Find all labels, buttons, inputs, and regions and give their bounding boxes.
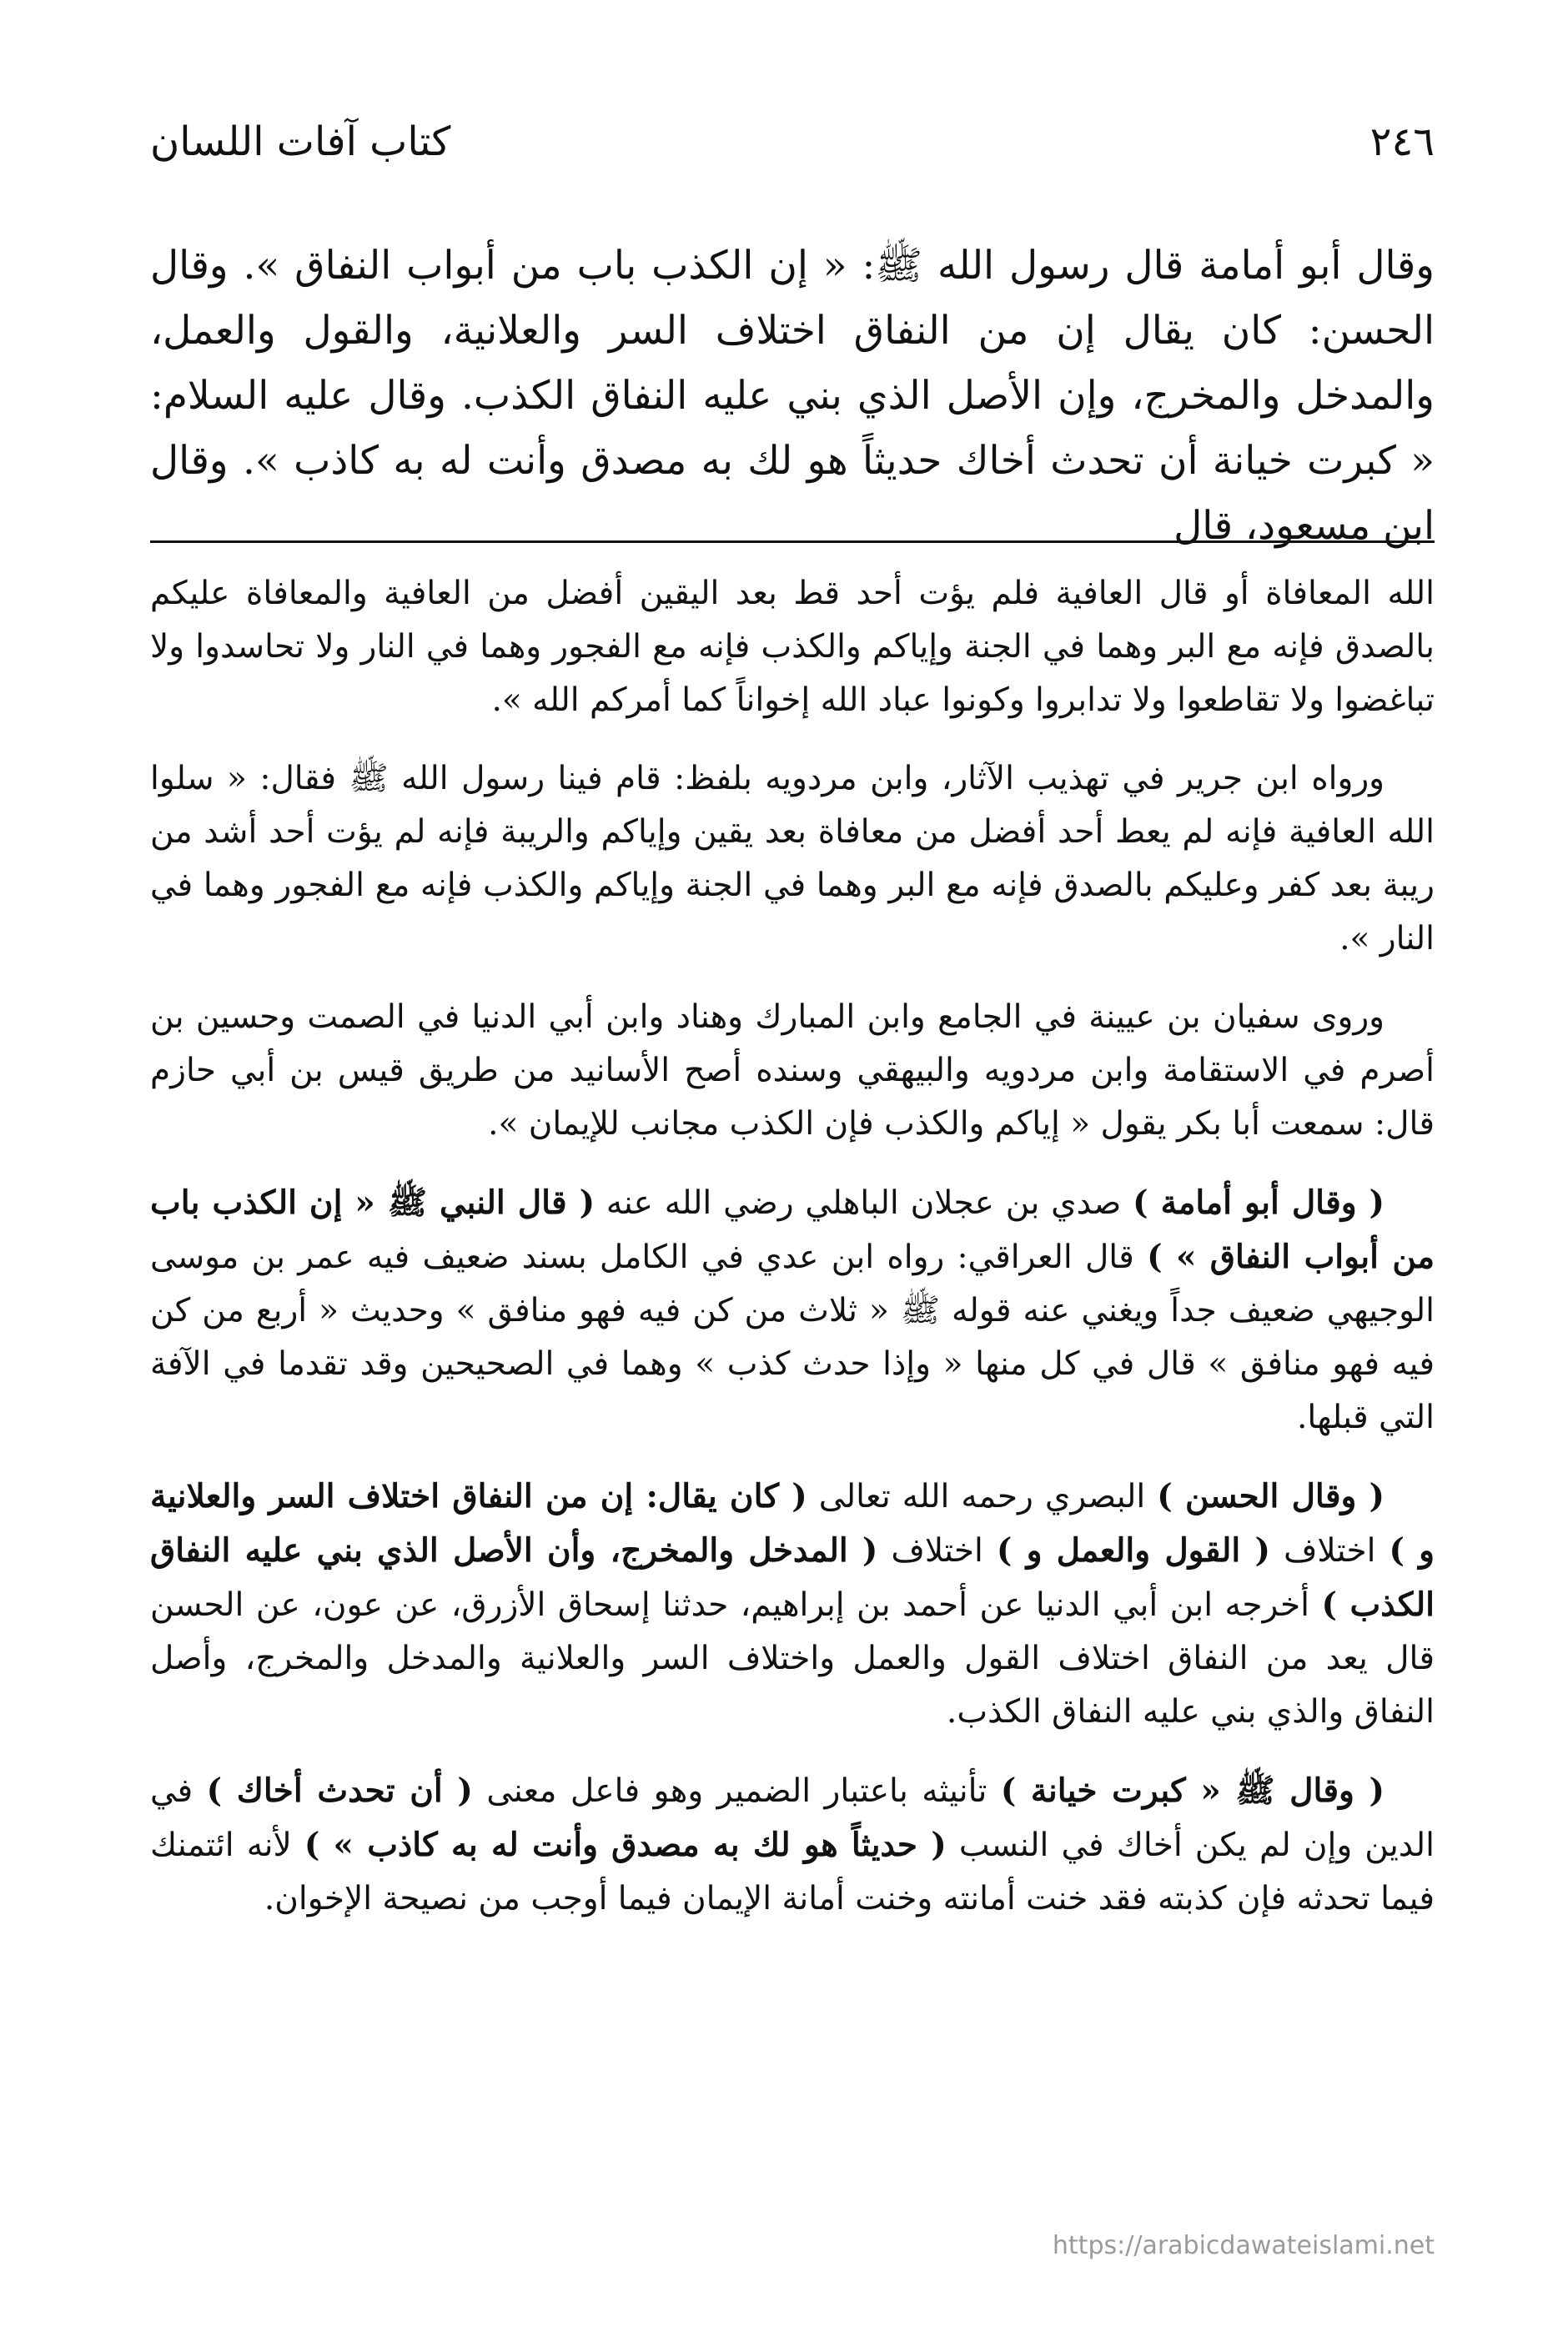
quoted-text: ( القول والعمل و ) [996, 1531, 1270, 1570]
main-text: وقال أبو أمامة قال رسول الله ﷺ: « إن الكذب باب من أبواب النفاق ». وقال الحسن: كان يقال إن من النفاق اختلاف السر والعلانية، والقول والعمل، والمدخل والمخرج، وإن الأصل الذي بني عليه النفاق الكذب. وقال عليه السلام: « كبرت خيانة أن تحدث أخاك حديثاً هو لك به مصدق وأنت له به كاذب ». وقال ابن مسعود، قال [150, 243, 1435, 549]
quoted-text: ( حديثاً هو لك به مصدق وأنت له به كاذب » ) [304, 1826, 947, 1864]
explanation-text: في الدين وإن لم يكن أخاك في النسب [150, 1772, 1435, 1864]
explanation-text: اختلاف [877, 1532, 997, 1570]
quoted-text: ( وقال ﷺ « كبرت خيانة ) [1000, 1772, 1385, 1810]
quoted-text: ( أن تحدث أخاك ) [206, 1772, 473, 1810]
commentary [150, 567, 1435, 1951]
quoted-text: ( المدخل والمخرج، وأن الأصل الذي بني عليه النفاق الكذب ) [150, 1531, 1435, 1624]
explanation-text: أخرجه ابن أبي الدنيا عن أحمد بن إبراهيم، حدثنا إسحاق الأزرق، عن عون، عن الحسن قال يعد من النفاق اختلاف القول والعمل واختلاف السر والعلانية والمدخل والمخرج، وأصل النفاق والذي بني عليه النفاق الكذب. [150, 1586, 1435, 1731]
quoted-text: ( كان يقال: إن من النفاق اختلاف السر والعلانية و ) [150, 1477, 1435, 1570]
commentary-paragraph-5 [150, 1470, 1435, 1739]
commentary-paragraph-1: الله المعافاة أو قال العافية فلم يؤت أحد قط بعد اليقين أفضل من العافية والمعافاة عليكم بالصدق فإنه مع البر وهما في الجنة وإياكم والكذب فإنه مع الفجور وهما في النار ولا تحاسدوا ولا تباغضوا ولا تقاطعوا ولا تدابروا وكونوا عباد الله إخواناً كما أمركم الله ». [150, 575, 1435, 719]
page-header [150, 117, 1435, 183]
explanation-text: صدي بن عجلان الباهلي رضي الله عنه [595, 1184, 1133, 1222]
explanation-text: لأنه ائتمنك فيما تحدثه فإن كذبته فقد خنت أمانته وخنت أمانة الإيمان فيما أوجب من نصيحة الإخوان. [150, 1827, 1435, 1917]
page-number: ٢٤٦ [1369, 118, 1435, 165]
explanation-text: البصري رحمه الله تعالى [807, 1478, 1158, 1515]
quoted-text: ( وقال الحسن ) [1157, 1477, 1385, 1515]
explanation-text: قال العراقي: رواه ابن عدي في الكامل بسند ضعيف فيه عمر بن موسى الوجيهي ضعيف جداً ويغني عنه قوله ﷺ « ثلاث من كن فيه فهو منافق » وحديث « أربع من كن فيه فهو منافق » قال في كل منها « وإذا حدث كذب » وهما في الصحيحين وقد تقدما في الآفة التي قبلها. [150, 1239, 1435, 1436]
footnote-separator [150, 540, 1435, 543]
quoted-text: ( وقال أبو أمامة ) [1133, 1184, 1385, 1222]
commentary-paragraph-6 [150, 1764, 1435, 1926]
commentary-paragraph-3: وروى سفيان بن عيينة في الجامع وابن المبارك وهناد وابن أبي الدنيا في الصمت وحسين بن أصرم في الاستقامة وابن مردويه والبيهقي وسنده أصح الأسانيد من طريق قيس بن أبي حازم قال: سمعت أبا بكر يقول « إياكم والكذب فإن الكذب مجانب للإيمان ». [150, 998, 1435, 1143]
explanation-text: اختلاف [1269, 1532, 1390, 1570]
commentary-paragraph-2: ورواه ابن جرير في تهذيب الآثار، وابن مردويه بلفظ: قام فينا رسول الله ﷺ فقال: « سلوا الله العافية فإنه لم يعط أحد أفضل من معافاة بعد يقين وإياكم والريبة فإنه لم يؤت أحد أشد من ريبة بعد كفر وعليكم بالصدق فإنه مع البر وهما في الجنة وإياكم والكذب فإنه مع الفجور وهما في النار ». [150, 760, 1435, 957]
explanation-text: تأنيثه باعتبار الضمير وهو فاعل معنى [472, 1772, 1001, 1810]
running-title: كتاب آفات اللسان [150, 118, 451, 165]
quoted-text: ( قال النبي ﷺ « إن الكذب باب من أبواب النفاق » ) [150, 1184, 1435, 1276]
watermark-url: https://arabicdawateislami.net [1052, 2231, 1435, 2260]
commentary-paragraph-4 [150, 1176, 1435, 1445]
